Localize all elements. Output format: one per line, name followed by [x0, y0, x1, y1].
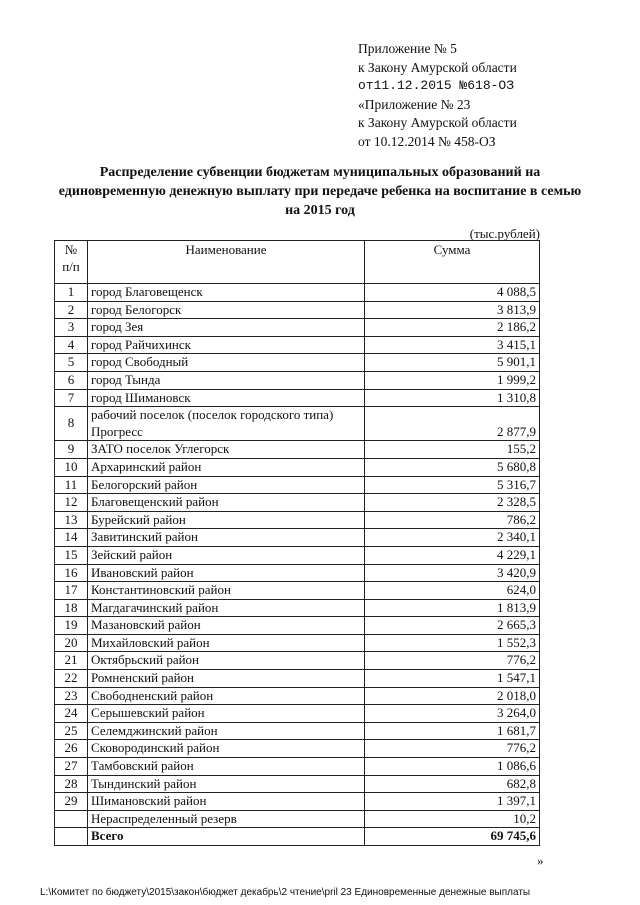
row-number: 20: [55, 634, 88, 652]
row-sum: 4 088,5: [365, 284, 540, 302]
row-sum: 1 681,7: [365, 722, 540, 740]
row-number: 4: [55, 336, 88, 354]
original-law-reference: к Закону Амурской области: [358, 115, 517, 130]
row-number: 12: [55, 494, 88, 512]
row-name: рабочий поселок (поселок городского типа) Прогресс: [88, 407, 365, 441]
row-sum: 2 186,2: [365, 319, 540, 337]
table-row: [55, 582, 540, 600]
total-label: Всего: [88, 828, 365, 846]
column-header-number: № п/п: [55, 241, 88, 284]
units-label: (тыс.рублей): [469, 226, 540, 241]
row-number: 21: [55, 652, 88, 670]
row-number: 17: [55, 582, 88, 600]
row-name: Михайловский район: [88, 634, 365, 652]
row-name: Зейский район: [88, 546, 365, 564]
table-row: [55, 389, 540, 407]
row-name: Ромненский район: [88, 670, 365, 688]
row-sum: 1 813,9: [365, 599, 540, 617]
table-row: [55, 407, 540, 441]
column-header-name: Наименование: [88, 241, 365, 284]
row-name: Архаринский район: [88, 458, 365, 476]
table-row: [55, 722, 540, 740]
row-name: Тындинский район: [88, 775, 365, 793]
row-sum: 1 397,1: [365, 793, 540, 811]
table-row: [55, 336, 540, 354]
row-name: город Свободный: [88, 354, 365, 372]
row-sum: 2 328,5: [365, 494, 540, 512]
table-row: [55, 687, 540, 705]
row-name: Октябрьский район: [88, 652, 365, 670]
row-sum: 3 415,1: [365, 336, 540, 354]
row-number: 11: [55, 476, 88, 494]
table-row: [55, 301, 540, 319]
row-sum: 5 680,8: [365, 458, 540, 476]
row-number: 2: [55, 301, 88, 319]
row-number: 15: [55, 546, 88, 564]
table-row: [55, 546, 540, 564]
row-sum: 624,0: [365, 582, 540, 600]
row-sum: 786,2: [365, 511, 540, 529]
original-appendix-number: «Приложение № 23: [358, 96, 471, 112]
row-name: Мазановский район: [88, 617, 365, 635]
document-title: Распределение субвенции бюджетам муниципальных образований на единовременную денежную выплату при передаче ребенка на воспитание в семью на 2015 год: [58, 165, 582, 218]
row-sum: 1 086,6: [365, 758, 540, 776]
row-name: Константиновский район: [88, 582, 365, 600]
law-date-number: от11.12.2015 №618-ОЗ: [358, 78, 515, 93]
appendix-header: [358, 40, 517, 151]
appendix-number: Приложение № 5: [358, 41, 457, 56]
column-header-sum: Сумма: [365, 241, 540, 284]
row-sum: 155,2: [365, 441, 540, 459]
row-sum: 3 420,9: [365, 564, 540, 582]
file-path-footer: L:\Комитет по бюджету\2015\закон\бюджет декабрь\2 чтение\pril 23 Единовременные денежные выплаты: [40, 887, 531, 898]
row-name: город Белогорск: [88, 301, 365, 319]
table-row: [55, 740, 540, 758]
table-row: [55, 705, 540, 723]
table-row: [55, 354, 540, 372]
table-row: [55, 599, 540, 617]
row-name: Шимановский район: [88, 793, 365, 811]
row-name: Бурейский район: [88, 511, 365, 529]
row-number: 16: [55, 564, 88, 582]
row-name: Завитинский район: [88, 529, 365, 547]
total-sum: 69 745,6: [365, 828, 540, 846]
total-row: [55, 828, 540, 846]
row-sum: 2 340,1: [365, 529, 540, 547]
row-sum: 1 547,1: [365, 670, 540, 688]
table-row: [55, 494, 540, 512]
row-number: 29: [55, 793, 88, 811]
row-sum: 5 901,1: [365, 354, 540, 372]
row-number: 14: [55, 529, 88, 547]
table-row: [55, 652, 540, 670]
row-number: 18: [55, 599, 88, 617]
table-row: [55, 371, 540, 389]
table-row: [55, 476, 540, 494]
subvention-table: [54, 240, 540, 846]
row-number: 26: [55, 740, 88, 758]
row-number: 1: [55, 284, 88, 302]
row-sum: 776,2: [365, 652, 540, 670]
row-number: 6: [55, 371, 88, 389]
row-name: Благовещенский район: [88, 494, 365, 512]
row-sum: 5 316,7: [365, 476, 540, 494]
row-name: ЗАТО поселок Углегорск: [88, 441, 365, 459]
row-number: 5: [55, 354, 88, 372]
row-name: город Тында: [88, 371, 365, 389]
row-name: город Зея: [88, 319, 365, 337]
row-name: Белогорский район: [88, 476, 365, 494]
row-number: 9: [55, 441, 88, 459]
law-reference: к Закону Амурской области: [358, 59, 517, 75]
row-sum: 776,2: [365, 740, 540, 758]
table-row: [55, 617, 540, 635]
row-number: [55, 810, 88, 828]
row-sum: 2 018,0: [365, 687, 540, 705]
row-sum: 1 310,8: [365, 389, 540, 407]
table-row: [55, 634, 540, 652]
table-row: [55, 511, 540, 529]
table-row: [55, 458, 540, 476]
table-row: [55, 564, 540, 582]
row-name: Тамбовский район: [88, 758, 365, 776]
row-number: 19: [55, 617, 88, 635]
table-body: [55, 284, 540, 846]
row-name: город Благовещенск: [88, 284, 365, 302]
row-name: город Райчихинск: [88, 336, 365, 354]
row-number: 25: [55, 722, 88, 740]
row-number: 7: [55, 389, 88, 407]
table-row: [55, 793, 540, 811]
row-name: Селемджинский район: [88, 722, 365, 740]
table-row: [55, 529, 540, 547]
table-header-row: [55, 241, 540, 284]
row-name: город Шимановск: [88, 389, 365, 407]
table-row: [55, 775, 540, 793]
row-sum: 3 813,9: [365, 301, 540, 319]
row-number: 24: [55, 705, 88, 723]
row-name: Серышевский район: [88, 705, 365, 723]
table-row: [55, 758, 540, 776]
row-sum: 2 665,3: [365, 617, 540, 635]
row-sum: 2 877,9: [365, 407, 540, 441]
table-row: [55, 810, 540, 828]
table-row: [55, 319, 540, 337]
row-name: Магдагачинский район: [88, 599, 365, 617]
row-sum: 4 229,1: [365, 546, 540, 564]
closing-quote: »: [537, 853, 544, 868]
row-number: 27: [55, 758, 88, 776]
row-number: 3: [55, 319, 88, 337]
row-sum: 10,2: [365, 810, 540, 828]
row-number: 22: [55, 670, 88, 688]
row-number: 23: [55, 687, 88, 705]
row-number: 8: [55, 407, 88, 441]
table-row: [55, 284, 540, 302]
row-sum: 3 264,0: [365, 705, 540, 723]
row-sum: 1 552,3: [365, 634, 540, 652]
original-law-date-number: от 10.12.2014 № 458-ОЗ: [358, 133, 496, 149]
row-name: Свободненский район: [88, 687, 365, 705]
row-sum: 682,8: [365, 775, 540, 793]
row-name: Нераспределенный резерв: [88, 810, 365, 828]
row-number: 10: [55, 458, 88, 476]
row-sum: 1 999,2: [365, 371, 540, 389]
row-name: Сковородинский район: [88, 740, 365, 758]
row-name: Ивановский район: [88, 564, 365, 582]
row-number: 13: [55, 511, 88, 529]
total-number: [55, 828, 88, 846]
row-number: 28: [55, 775, 88, 793]
table-row: [55, 441, 540, 459]
table-row: [55, 670, 540, 688]
